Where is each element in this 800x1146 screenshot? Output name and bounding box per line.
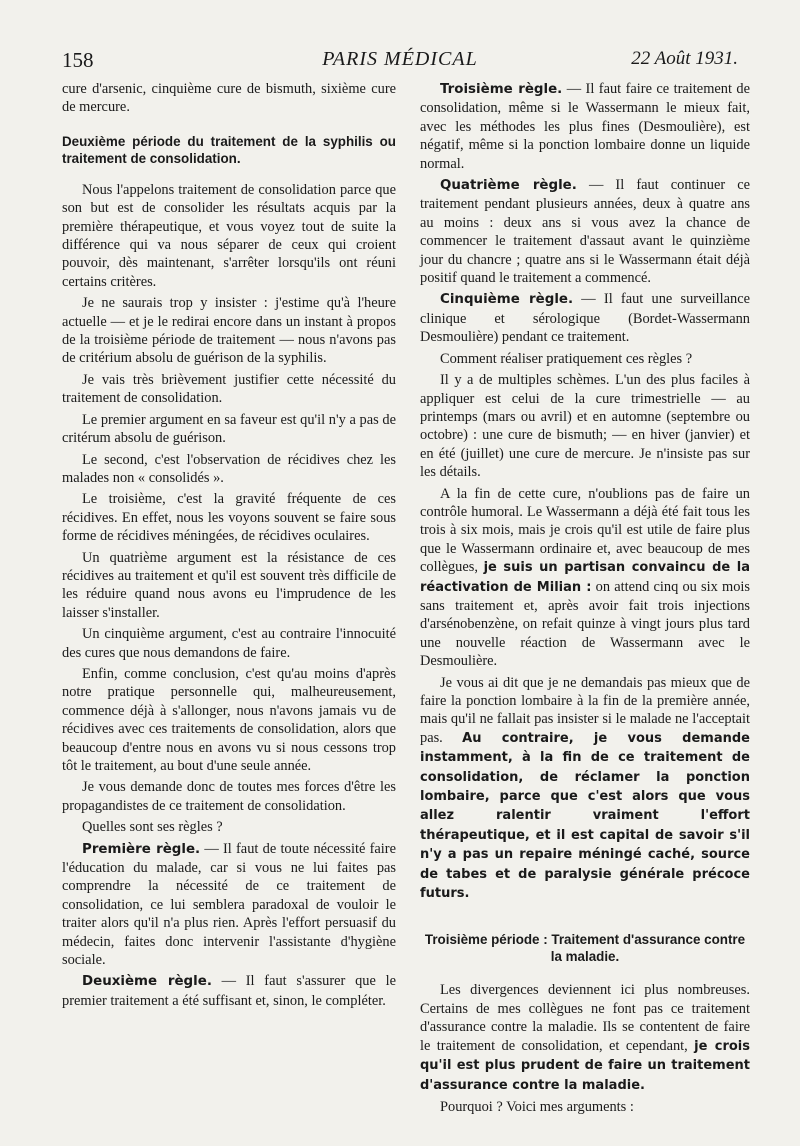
text-span: on attend cinq ou six mois sans traitement et, après avoir fait trois injections d'arsénobenzène, on refait quinze à vingt jours plus tard une nouvelle réaction de Wassermann avec le Desmoulière.: [420, 578, 750, 670]
rule-text: — Il faut faire ce traitement de consolidation, même si le Wassermann le mieux fait, avec les méthodes les plus fines (Desmoulière), est négatif, même si la ponction lombaire donne un liquide normal.: [420, 81, 750, 172]
rule-paragraph: [62, 840, 396, 970]
emphasis-text: je crois qu'il est plus prudent de faire un traitement d'assurance contre la maladie.: [420, 1038, 750, 1093]
rule-text: — Il faut une surveillance clinique et sérologique (Bordet-Wassermann Desmoulière) pendant ce traitement.: [420, 291, 751, 346]
paragraph: Il y a de multiples schèmes. L'un des plus faciles à appliquer est celui de la cure trimestrielle — au printemps (mars ou avril) et en automne (septembre ou octobre) : une cure de bismuth; — en hiver (janvier) et en été (juillet) une cure de mercure. Je n'insiste pas sur les détails.: [420, 372, 750, 481]
issue-date: 22 Août 1931.: [631, 48, 738, 69]
paragraph: cure d'arsenic, cinquième cure de bismuth, sixième cure de mercure.: [62, 81, 396, 116]
emphasis-text: je suis un partisan convaincu de la réactivation de Milian :: [420, 560, 750, 595]
text-span: Les divergences deviennent ici plus nombreuses. Certains de mes collègues ne font pas ce traitement d'assurance contre la maladie. Ils se contentent de faire le traitement de consolidation, et cependant,: [420, 982, 750, 1054]
journal-title: PARIS MÉDICAL: [322, 48, 478, 70]
rule-label: Quatrième règle.: [440, 178, 577, 194]
rule-text: — Il faut s'assurer que le premier traitement a été suffisant et, sinon, le compléter.: [62, 973, 396, 1009]
rule-paragraph: [62, 972, 396, 1010]
page-number: 158: [62, 48, 94, 72]
paragraph: Je vais très brièvement justifier cette nécessité du traitement de consolidation.: [62, 371, 396, 407]
paragraph: Enfin, comme conclusion, c'est qu'au moins d'après notre pratique personnelle qui, malheureusement, commence déjà à s'allonger, nous n'avons jamais vu de récidives avec ces traitements de consolidation, alors que beaucoup d'entre nous en avons vu si nous cessons trop tôt le traitement, au bout d'une seule année.: [62, 665, 396, 774]
paragraph: Le second, c'est l'observation de récidives chez les malades non « consolidés ».: [62, 451, 396, 486]
rule-label: Deuxième règle.: [82, 974, 212, 990]
rule-text: — Il faut continuer ce traitement pendant plusieurs années, deux à quatre ans au moins : deux ans si vous avez la chance de commencer le traitement d'assaut avant le quinzième jour du chancre ; quatre ans si le Wassermann était déjà positif quand le traitement a commencé.: [420, 177, 750, 287]
rule-text: — Il faut de toute nécessité faire l'éducation du malade, car si vous ne lui faites pas comprendre la nécessité de ce traitement de consolidation, ce lui semblera paradoxal de vouloir le traiter alors qu'il n'a plus rien. Après l'effort persuasif du médecin, faites donc intervenir l'assistante d'hygiène sociale.: [62, 840, 396, 969]
text-span: Je vous ai dit que je ne demandais pas mieux que de faire la ponction lombaire à la fin de la première année, mais qu'il ne fallait pas insister si le malade ne l'acceptait pas.: [420, 674, 750, 746]
paragraph: [420, 485, 750, 671]
paragraph: Je vous demande donc de toutes mes forces d'être les propagandistes de ce traitement de consolidation.: [62, 779, 396, 814]
paragraph: Un quatrième argument est la résistance de ces récidives au traitement et qu'il est souvent très difficile de les réduire quand nous avons eu l'imprudence de les laisser s'installer.: [62, 549, 396, 621]
emphasis-text: Au contraire, je vous demande instamment, à la fin de ce traitement de consolidation, de réclamer la ponction lombaire, parce que c'est alors que vous allez ralentir vraiment l'effort thérapeutique, et il est capital de savoir s'il n'y a pas un repaire méningé caché, source de tabes et de paralysie générale précoce futurs.: [420, 730, 750, 902]
paragraph: Comment réaliser pratiquement ces règles ?: [440, 350, 693, 367]
paragraph: [420, 674, 750, 904]
text-span: A la fin de cette cure, n'oublions pas de faire un contrôle humoral. Le Wassermann a déjà été fait tous les trois à six mois, mais je crois qu'il est utile de faire plus que le Wassermann ordinaire et, avec beaucoup de mes collègues,: [420, 485, 750, 576]
rule-paragraph: [420, 290, 750, 346]
paragraph: Un cinquième argument, c'est au contraire l'innocuité des cures que nous demandons de faire.: [62, 626, 396, 661]
paragraph: Je ne saurais trop y insister : j'estime qu'à l'heure actuelle — et je le redirai encore dans un instant à propos de la troisième période de traitement — nous n'avons pas de critérium absolu de guérison de la syphilis.: [62, 295, 396, 367]
right-column: [420, 80, 750, 1119]
rule-label: Cinquième règle.: [440, 292, 574, 308]
paragraph: Pourquoi ? Voici mes arguments :: [440, 1098, 634, 1115]
rule-label: Première règle.: [82, 841, 201, 857]
rule-label: Troisième règle.: [440, 82, 563, 97]
left-column: [62, 80, 396, 1013]
paragraph: Quelles sont ses règles ?: [82, 819, 223, 836]
paragraph: Le troisième, c'est la gravité fréquente de ces récidives. En effet, nous les voyons souvent se faire sous forme de récidives méningées, de récidives oculaires.: [62, 491, 396, 545]
rule-paragraph: [420, 176, 750, 287]
section-heading: Troisième période : Traitement d'assurance contre la maladie.: [424, 932, 746, 965]
section-heading: Deuxième période du traitement de la syphilis ou traitement de consolidation.: [62, 133, 396, 166]
paragraph: Nous l'appelons traitement de consolidation parce que son but est de consolider les résultats acquis par la première thérapeutique, et vous voyez tout de suite la différence qui va nous séparer de ceux qui croient pouvoir, dès maintenant, s'arrêter lorsqu'ils ont réuni certains critères.: [62, 181, 396, 290]
rule-paragraph: [420, 80, 750, 173]
paragraph: Le premier argument en sa faveur est qu'il n'y a pas de critérum absolu de guérison.: [62, 411, 396, 447]
page-header: [62, 48, 738, 76]
paragraph: [420, 981, 750, 1094]
